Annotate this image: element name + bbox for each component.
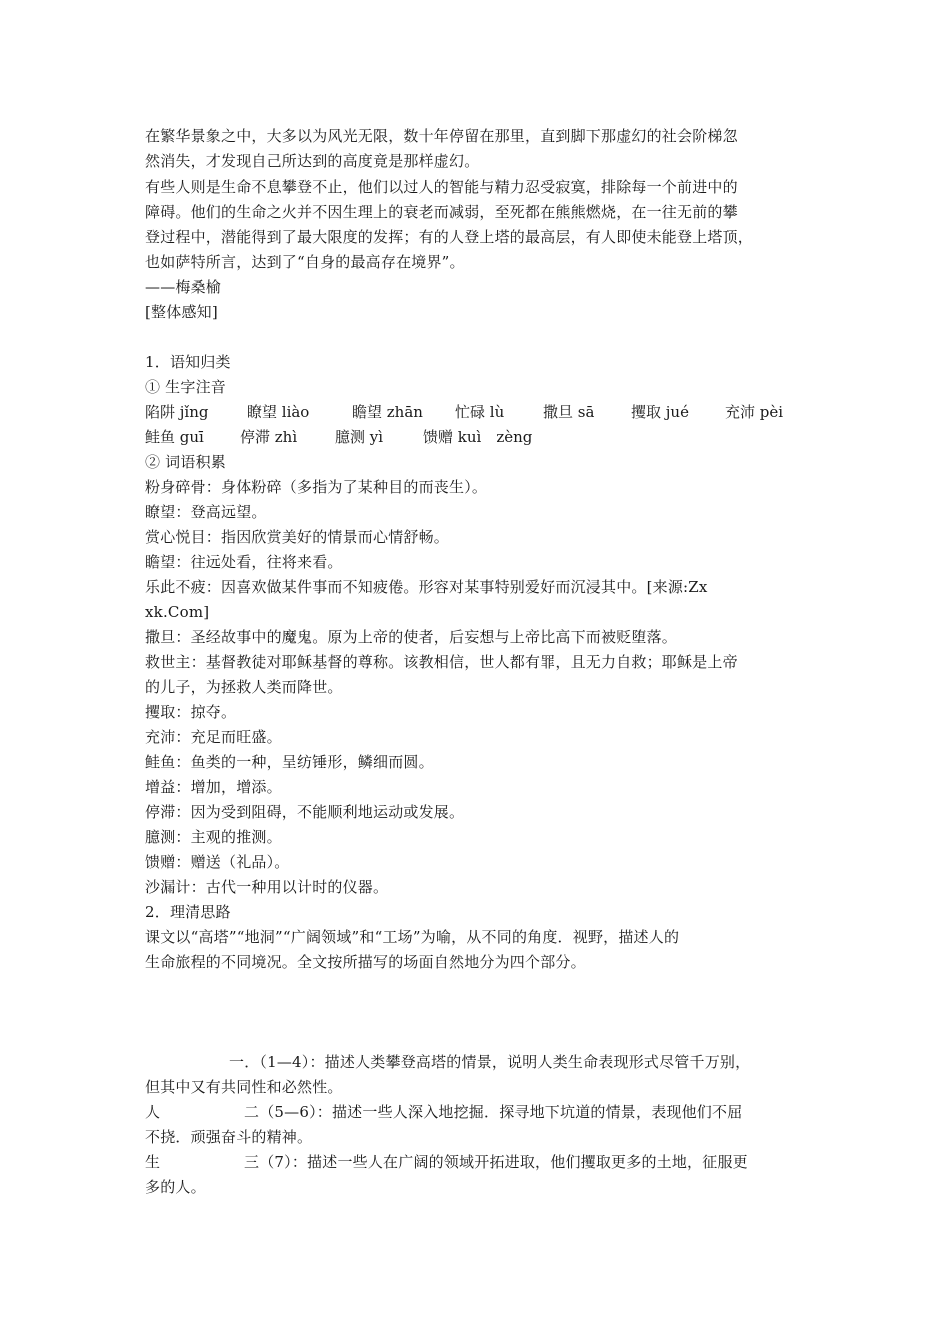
intro-paragraph-2-line-1: 有些人则是生命不息攀登不止，他们以过人的智能与精力忍受寂寞，排除每一个前进中的 (145, 178, 738, 196)
intro-paragraph-1-line-2: 然消失，才发现自己所达到的高度竟是那样虚幻。 (145, 152, 480, 170)
pinyin-item: 撒旦 sā (543, 403, 595, 421)
vocab-entry: 救世主：基督教徒对耶稣基督的尊称。该教相信，世人都有罪，且无力自救；耶稣是上帝 (145, 653, 738, 671)
intro-paragraph-1-line-1: 在繁华景象之中，大多以为风光无限，数十年停留在那里，直到脚下那虚幻的社会阶梯忽 (145, 127, 738, 145)
pinyin-item: 鲑鱼 guī (145, 428, 204, 446)
pinyin-item: 瞭望 liào (247, 403, 310, 421)
outline-brace-label-ren: 人 (145, 1103, 161, 1121)
pinyin-item: 攫取 jué (631, 403, 689, 421)
part2-title: 2．理清思路 (145, 903, 231, 921)
vocab-entry: 充沛：充足而旺盛。 (145, 728, 282, 746)
intro-paragraph-2-line-3: 登过程中，潜能得到了最大限度的发挥；有的人登上塔的最高层，有人即使未能登上塔顶， (145, 228, 754, 246)
pinyin-row-1 (145, 403, 825, 421)
outline-section-3-line-1: 三（7）：描述一些人在广阔的领域开拓进取，他们攫取更多的土地，征服更 (244, 1153, 748, 1171)
part1-sub-vocabulary: ② 词语积累 (145, 453, 226, 471)
vocab-entry: 鲑鱼：鱼类的一种，呈纺锤形，鳞细而圆。 (145, 753, 434, 771)
pinyin-item: 停滞 zhì (240, 428, 298, 446)
vocab-entry: 沙漏计：古代一种用以计时的仪器。 (145, 878, 389, 896)
outline-section-2-line-2: 不挠．顽强奋斗的精神。 (145, 1128, 313, 1146)
outline-brace-label-sheng: 生 (145, 1153, 161, 1171)
outline-section-2-line-1: 二（5—6）：描述一些人深入地挖掘．探寻地下坑道的情景，表现他们不屈 (244, 1103, 743, 1121)
outline-section-1-line-1: 一．（1—4）：描述人类攀登高塔的情景，说明人类生命表现形式尽管千万别， (229, 1053, 751, 1071)
section-heading-overall: [整体感知] (145, 303, 218, 321)
pinyin-item: 馈赠 kuì zèng (423, 428, 533, 446)
part2-paragraph-line-2: 生命旅程的不同境况。全文按所描写的场面自然地分为四个部分。 (145, 953, 586, 971)
pinyin-item: 陷阱 jǐng (145, 403, 209, 421)
author-attribution: ——梅桑榆 (145, 278, 222, 296)
vocab-entry: 馈赠：赠送（礼品）。 (145, 853, 290, 871)
pinyin-item: 充沛 pèi (725, 403, 784, 421)
part1-sub-pronunciation: ① 生字注音 (145, 378, 226, 396)
pinyin-item: 忙碌 lù (455, 403, 505, 421)
outline-section-3-line-2: 多的人。 (145, 1178, 206, 1196)
vocab-entry: 停滞：因为受到阻碍，不能顺利地运动或发展。 (145, 803, 465, 821)
vocab-entry-continued: 的儿子，为拯救人类而降世。 (145, 678, 343, 696)
vocab-entry-continued: xk.Com] (145, 603, 210, 621)
vocab-entry: 攫取：掠夺。 (145, 703, 237, 721)
vocab-entry: 瞻望：往远处看，往将来看。 (145, 553, 343, 571)
part1-title: 1．语知归类 (145, 353, 231, 371)
intro-paragraph-2-line-2: 障碍。他们的生命之火并不因生理上的衰老而减弱，至死都在熊熊燃烧，在一往无前的攀 (145, 203, 738, 221)
vocab-entry: 乐此不疲：因喜欢做某件事而不知疲倦。形容对某事特别爱好而沉浸其中。[来源:Zx (145, 578, 708, 596)
vocab-entry: 粉身碎骨：身体粉碎（多指为了某种目的而丧生）。 (145, 478, 488, 496)
vocab-entry: 赏心悦目：指因欣赏美好的情景而心情舒畅。 (145, 528, 450, 546)
pinyin-row-2 (145, 428, 645, 446)
pinyin-item: 瞻望 zhān (352, 403, 423, 421)
outline-section-1-line-2: 但其中又有共同性和必然性。 (145, 1078, 343, 1096)
part2-paragraph-line-1: 课文以“高塔”“地洞”“广阔领域”和“工场”为喻，从不同的角度．视野，描述人的 (145, 928, 680, 946)
pinyin-item: 臆测 yì (335, 428, 384, 446)
intro-paragraph-2-line-4: 也如萨特所言，达到了“自身的最高存在境界”。 (145, 253, 465, 271)
vocab-entry: 臆测：主观的推测。 (145, 828, 282, 846)
vocab-entry: 增益：增加，增添。 (145, 778, 282, 796)
vocab-entry: 撒旦：圣经故事中的魔鬼。原为上帝的使者，后妄想与上帝比高下而被贬堕落。 (145, 628, 678, 646)
vocab-entry: 瞭望：登高远望。 (145, 503, 267, 521)
